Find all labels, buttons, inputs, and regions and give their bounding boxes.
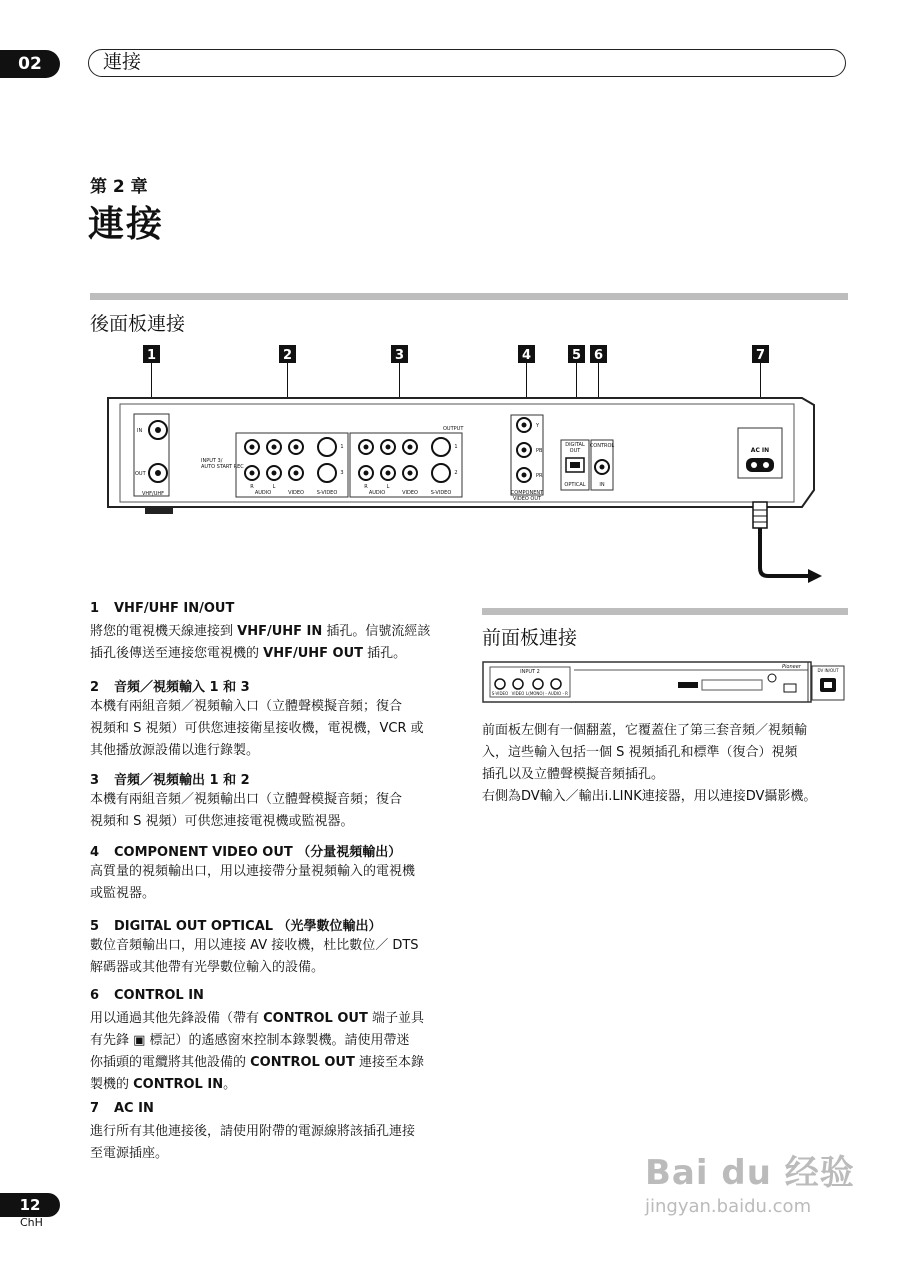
callout-1: 1 <box>146 348 157 363</box>
item-body-line <box>90 1052 462 1074</box>
watermark-brand: Bai du 经验 <box>645 1153 855 1193</box>
item-body-bold: VHF/UHF IN <box>237 624 323 639</box>
chapter-number-badge: 02 <box>0 50 60 78</box>
section-divider-rear <box>90 293 848 300</box>
callout-6: 6 <box>593 348 604 363</box>
label-in: IN <box>137 428 143 434</box>
language-code: ChH <box>20 1216 43 1229</box>
connection-item <box>90 915 462 979</box>
label-l-out: L <box>386 484 390 490</box>
item-heading-text: 音頻／視頻輸入 1 和 3 <box>114 680 250 695</box>
item-body-text: 或監視器。 <box>90 886 156 901</box>
item-body-text: 插孔後傳送至連接您電視機的 <box>90 646 264 661</box>
rear-panel-diagram <box>90 340 850 600</box>
item-body-line <box>90 789 462 811</box>
item-body-text: 進行所有其他連接後，請使用附帶的電源線將該插孔連接 <box>90 1124 416 1139</box>
page-number: 12 <box>0 1193 60 1217</box>
item-heading <box>90 988 462 1008</box>
item-body-line <box>90 1008 462 1030</box>
item-body-text: 至電源插座。 <box>90 1146 169 1161</box>
item-heading-text: VHF/UHF IN/OUT <box>114 601 235 616</box>
item-heading <box>90 601 462 621</box>
item-heading <box>90 676 462 696</box>
item-body-text: 本機有兩組音頻／視頻輸入口（立體聲模擬音頻；復合 <box>90 699 403 714</box>
connection-item <box>90 988 462 1096</box>
label-audio-in: AUDIO <box>254 490 272 496</box>
callout-5: 5 <box>571 348 582 363</box>
item-number: 1 <box>90 601 100 616</box>
item-body-text: 解碼器或其他帶有光學數位輸入的設備。 <box>90 960 325 975</box>
item-body-line <box>90 1074 462 1096</box>
item-body-line <box>90 935 462 957</box>
chapter-header-title: 連接 <box>88 49 846 77</box>
label-pb: PB <box>536 448 543 454</box>
item-body-line <box>90 1030 462 1052</box>
item-body-bold: CONTROL OUT <box>263 1011 368 1026</box>
callout-2: 2 <box>282 348 293 363</box>
item-body-line <box>90 957 462 979</box>
rear-panel-title: 後面板連接 <box>90 313 186 335</box>
item-body-text: 視頻和 S 視頻）可供您連接衛星接收機，電視機，VCR 或 <box>90 721 424 736</box>
front-panel-title: 前面板連接 <box>482 627 578 649</box>
item-heading <box>90 769 462 789</box>
item-body-line <box>90 1143 462 1165</box>
label-out-2: 2 <box>454 470 458 476</box>
item-body-text: 有先鋒 ▣ 標記）的遙感窗來控制本錄製機。請使用帶迷 <box>90 1033 410 1048</box>
label-r-out: R <box>364 484 368 490</box>
watermark-url: jingyan.baidu.com <box>645 1196 812 1217</box>
item-number: 4 <box>90 845 100 860</box>
item-body-line <box>90 696 462 718</box>
item-body-bold: CONTROL OUT <box>250 1055 355 1070</box>
callout-7: 7 <box>755 348 766 363</box>
item-number: 5 <box>90 919 100 934</box>
label-audio-out: AUDIO <box>368 490 386 496</box>
front-body-line: 入，這些輸入包括一個 S 視頻插孔和標準（復合）視頻 <box>482 745 798 760</box>
label-y: Y <box>536 423 540 429</box>
item-body-text: 將您的電視機天線連接到 <box>90 624 238 639</box>
item-body-text: 連接至本錄 <box>354 1055 424 1070</box>
item-heading-text: COMPONENT VIDEO OUT （分量視頻輸出） <box>114 845 402 860</box>
connection-item <box>90 601 462 665</box>
item-body-line <box>90 621 462 643</box>
front-label-input2: INPUT 2 <box>520 669 540 675</box>
item-body-line <box>90 811 462 833</box>
item-number: 2 <box>90 680 100 695</box>
item-body-line <box>90 883 462 905</box>
item-heading-text: DIGITAL OUT OPTICAL （光學數位輸出） <box>114 919 382 934</box>
item-body-line <box>90 718 462 740</box>
label-out-1: 1 <box>454 444 458 450</box>
label-svideo-in: S-VIDEO <box>316 490 338 496</box>
item-body-bold: VHF/UHF OUT <box>263 646 364 661</box>
item-body-text: 你插頭的電纜將其他設備的 <box>90 1055 251 1070</box>
front-label-video: VIDEO <box>511 691 525 696</box>
connection-item <box>90 1101 462 1165</box>
front-label-dv: DV IN/OUT <box>817 668 839 673</box>
label-in-1: 1 <box>340 444 344 450</box>
item-body-text: 其他播放源設備以進行錄製。 <box>90 743 260 758</box>
label-out: OUT <box>135 471 146 477</box>
front-body-line: 插孔以及立體聲模擬音頻插孔。 <box>482 767 665 782</box>
label-ac-in: AC IN <box>750 447 770 454</box>
label-auto-start: AUTO START REC <box>201 464 244 470</box>
label-digital-out: OUT <box>569 448 581 454</box>
label-svideo-out: S-VIDEO <box>430 490 452 496</box>
label-in-3: 3 <box>340 470 344 476</box>
front-label-svideo: S-VIDEO <box>491 691 509 696</box>
front-panel-diagram <box>482 660 848 708</box>
chapter-label: 第 2 章 <box>90 177 148 197</box>
item-body-line <box>90 643 462 665</box>
front-label-brand: Pioneer <box>782 664 801 670</box>
label-video-in: VIDEO <box>288 490 304 496</box>
label-control-in: IN <box>599 482 605 488</box>
label-output: OUTPUT <box>443 426 464 432</box>
front-panel-description <box>482 720 852 808</box>
item-heading <box>90 841 462 861</box>
label-input3: INPUT 3/ <box>201 458 223 464</box>
item-body-line <box>90 740 462 762</box>
label-component: COMPONENT <box>510 490 544 496</box>
section-divider-front <box>482 608 848 615</box>
item-number: 3 <box>90 773 100 788</box>
connection-item <box>90 841 462 905</box>
label-digital: DIGITAL <box>565 442 585 448</box>
label-video-out-component: VIDEO OUT <box>512 496 542 502</box>
item-heading-text: 音頻／視頻輸出 1 和 2 <box>114 773 250 788</box>
item-body-text: 製機的 <box>90 1077 134 1092</box>
front-body-line: 前面板左側有一個翻蓋，它覆蓋住了第三套音頻／視頻輸 <box>482 723 808 738</box>
item-body-text: 用以通過其他先鋒設備（帶有 <box>90 1011 264 1026</box>
item-body-line <box>90 861 462 883</box>
label-l-in: L <box>272 484 276 490</box>
item-heading-text: CONTROL IN <box>114 988 204 1003</box>
label-vhf-uhf: VHF/UHF <box>142 491 165 497</box>
connection-item <box>90 676 462 762</box>
item-body-text: 本機有兩組音頻／視頻輸出口（立體聲模擬音頻；復合 <box>90 792 403 807</box>
connection-item <box>90 769 462 833</box>
item-body-text: 數位音頻輸出口，用以連接 AV 接收機，杜比數位／ DTS <box>90 938 419 953</box>
item-heading <box>90 1101 462 1121</box>
chapter-title: 連接 <box>88 204 165 245</box>
label-pr: PR <box>536 473 543 479</box>
item-body-bold: CONTROL IN <box>133 1077 224 1092</box>
item-number: 7 <box>90 1101 100 1116</box>
label-r-in: R <box>250 484 254 490</box>
item-heading-text: AC IN <box>114 1101 154 1116</box>
watermark <box>645 1145 855 1217</box>
item-heading <box>90 915 462 935</box>
front-body-line: 右側為DV輸入／輸出i.LINK連接器，用以連接DV攝影機。 <box>482 789 817 804</box>
item-number: 6 <box>90 988 100 1003</box>
item-body-text: 端子並具 <box>367 1011 424 1026</box>
item-body-text: 視頻和 S 視頻）可供您連接電視機或監視器。 <box>90 814 354 829</box>
item-body-line <box>90 1121 462 1143</box>
item-body-text: 。 <box>223 1077 237 1092</box>
label-control: CONTROL <box>589 443 615 449</box>
callout-3: 3 <box>394 348 405 363</box>
item-body-text: 插孔。信號流經該 <box>322 624 431 639</box>
callout-4: 4 <box>521 348 532 363</box>
label-video-out: VIDEO <box>402 490 418 496</box>
front-label-audio: L(MONO) - AUDIO - R <box>526 691 568 696</box>
item-body-text: 插孔。 <box>363 646 407 661</box>
label-optical: OPTICAL <box>564 482 586 488</box>
item-body-text: 高質量的視頻輸出口，用以連接帶分量視頻輸入的電視機 <box>90 864 416 879</box>
